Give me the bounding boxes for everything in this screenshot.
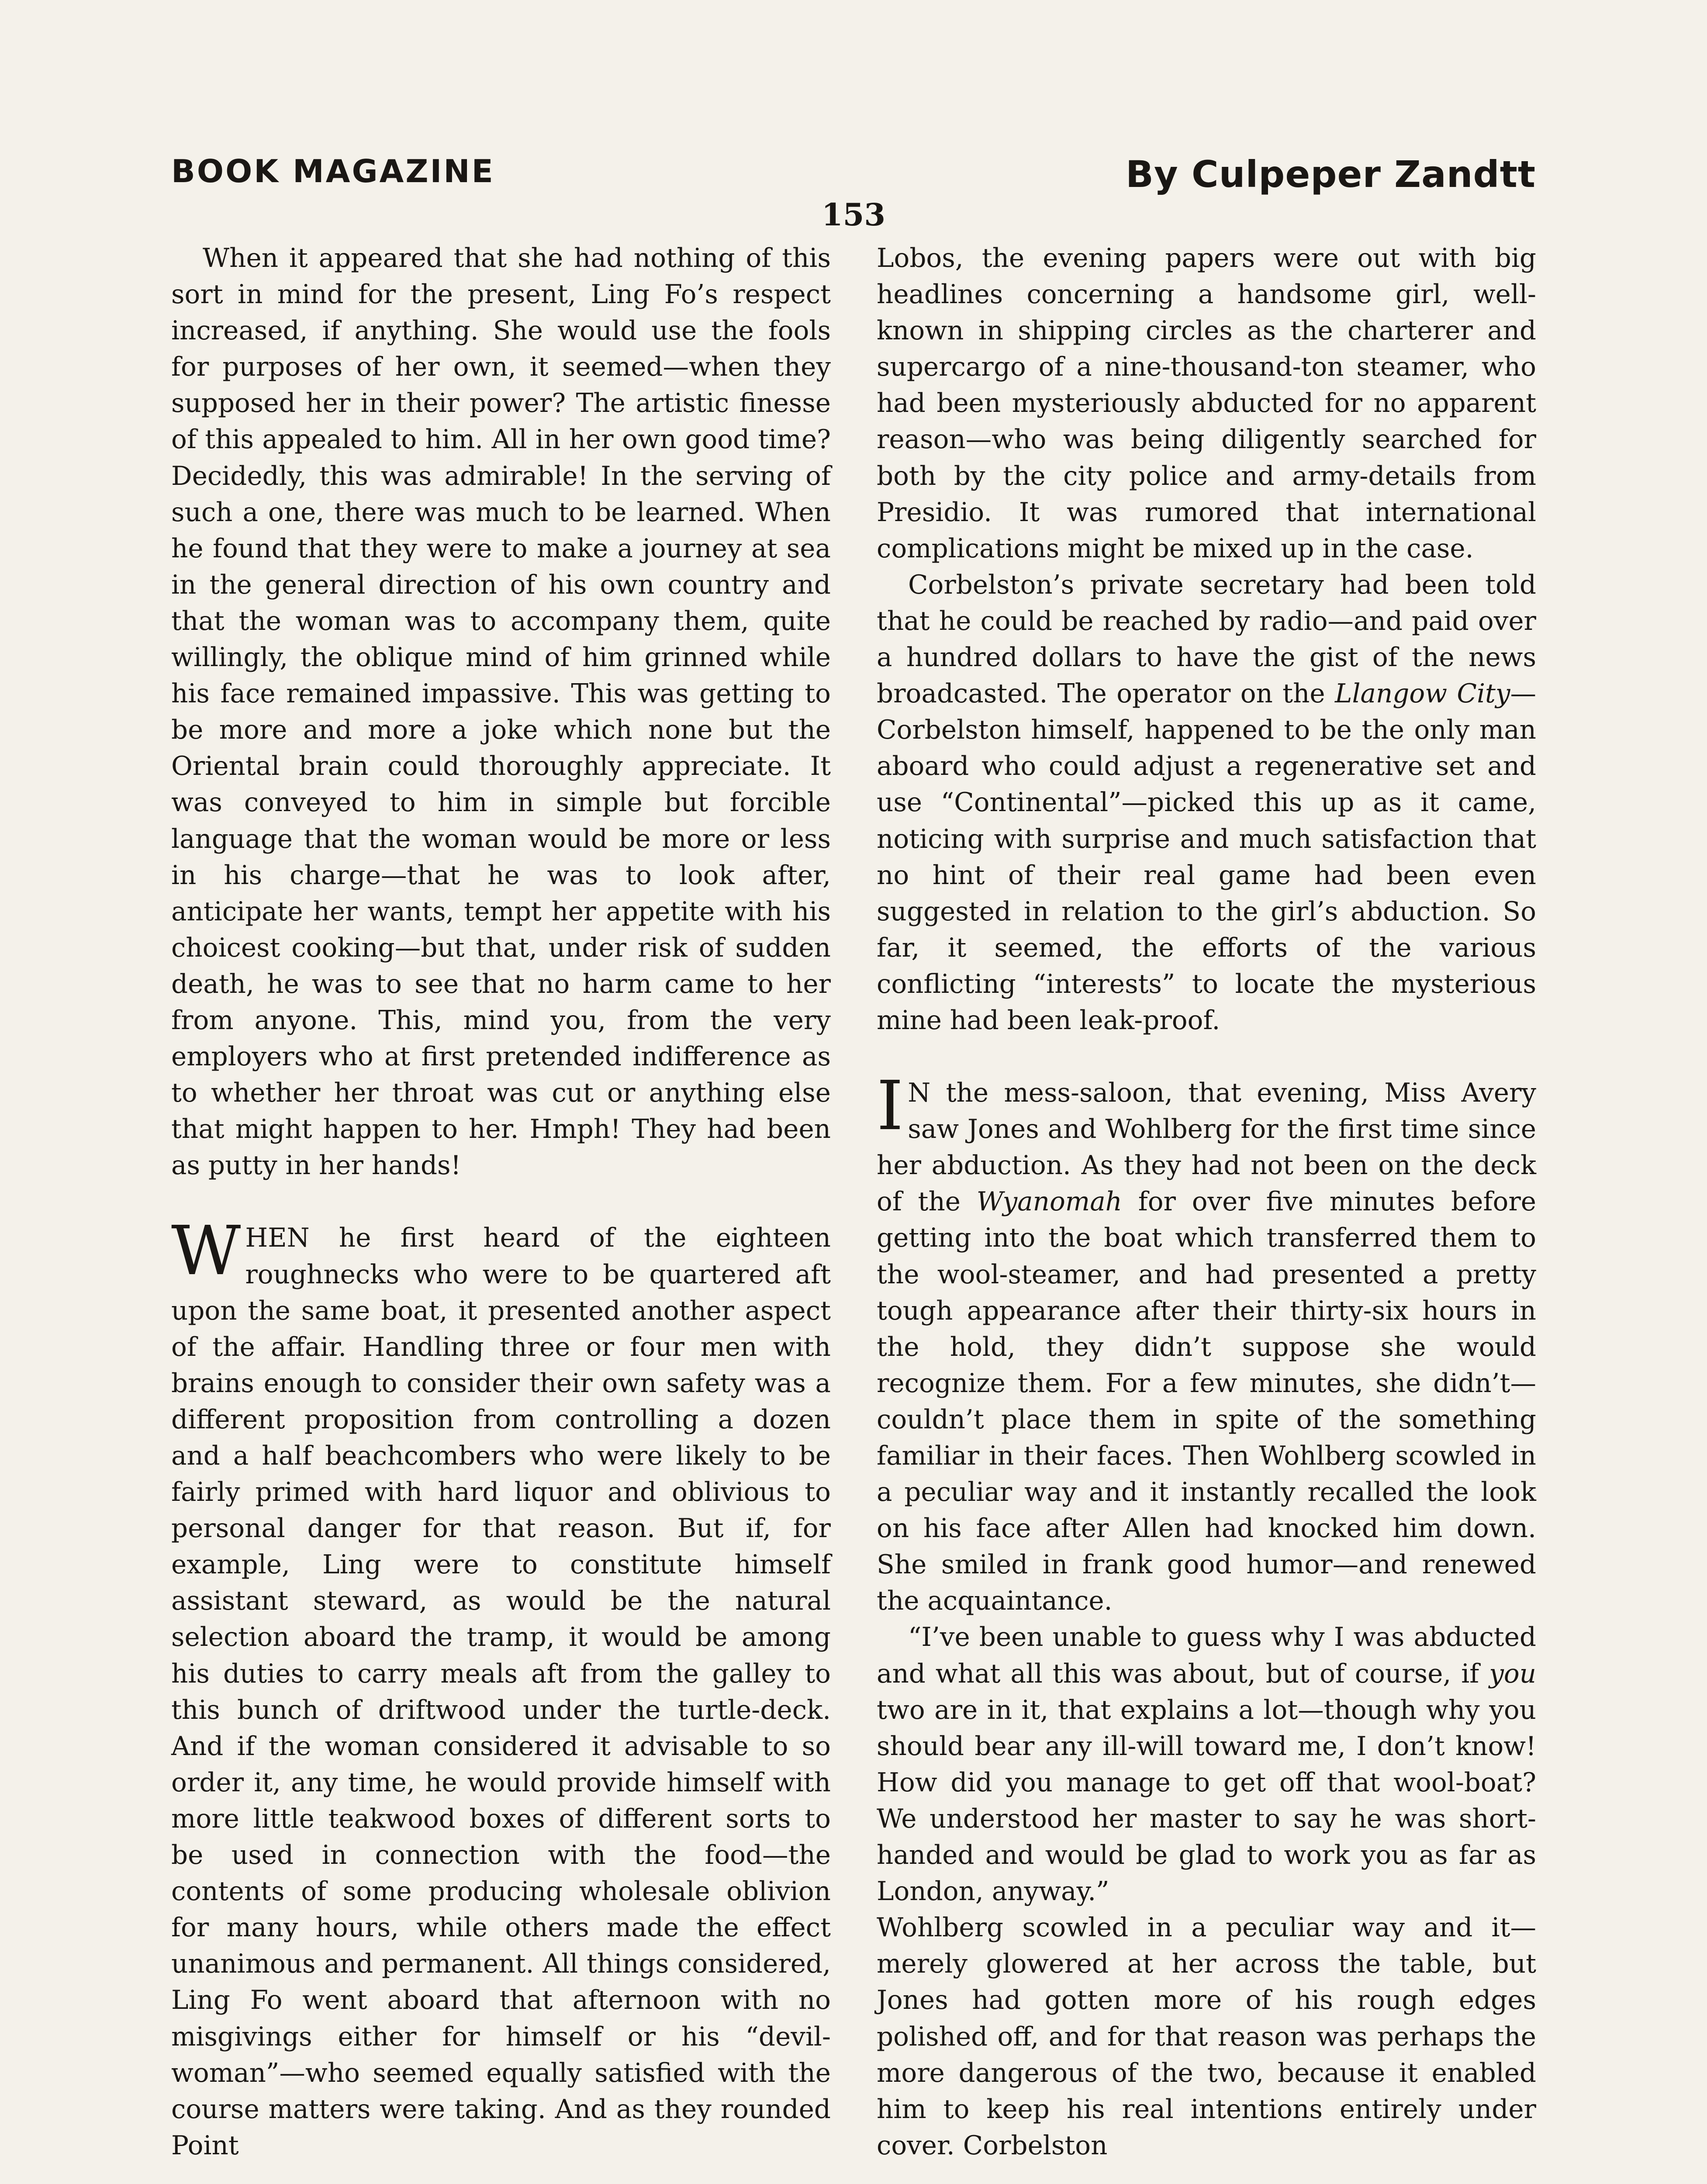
magazine-title: BOOK MAGAZINE xyxy=(171,153,495,190)
lead-word: N xyxy=(908,1078,931,1109)
paragraph: When it appeared that she had nothing of this sort in mind for the present, Ling Fo’s respect increased, if anything. She would use the fools for purposes of her own, it seemed—when they supposed her in their power? The artistic finesse of this appealed to him. All in her own good time? Decidedly, this was admirable! In the serving of such a one, there was much to be learned. When he found that they were to make a journey at sea in the general direction of his own country and that the woman was to accompany them, quite willingly, the oblique mind of him grinned while his face remained impassive. This was getting to be more and more a joke which none but the Oriental brain could thoroughly appreciate. It was conveyed to him in simple but forcible language that the woman would be more or less in his charge—that he was to look after, anticipate her wants, tempt her appetite with his choicest cooking—but that, under risk of sudden death, he was to see that no harm came to her from anyone. This, mind you, from the very employers who at first pretended indifference as to whether her throat was cut or anything else that might happen to her. Hmph! They had been as putty in her hands! xyxy=(171,243,831,1181)
paragraph-text: —Corbelston himself, happened to be the only man aboard who could adjust a regenerative set and use “Continental”—picked this up as it came, noticing with surprise and much satisfaction that no hint of their real game had been even suggested in relation to the girl’s abduction. So far, it seemed, the efforts of the various conflicting “interests” to locate the mysterious mine had been leak-proof. xyxy=(877,679,1537,1036)
ship-name: Llangow City xyxy=(1334,679,1510,709)
paragraph-text: “I’ve been unable to guess why I was abducted and what all this was about, but of course, if xyxy=(877,1622,1536,1689)
paragraph-text: Corbelston’s private secretary had been told that he could be reached by radio—and paid over a hundred dollars to have the gist of the news broadcasted. The operator on the xyxy=(877,570,1536,709)
paragraph: Wohlberg scowled in a peculiar way and it—merely glowered at her across the table, but Jones had gotten more of his rough edges polished off, and for that reason was perhaps the more dangerous of the two, because it enabled him to keep his real intentions entirely under cover. Corbelston xyxy=(877,1913,1536,2161)
paragraph-text: for over five minutes before getting into the boat which transferred them to the wool-steamer, and had presented a pretty tough appearance after their thirty-six hours in the hold, they didn’t suppose she would recognize them. For a few minutes, she didn’t—couldn’t place them in spite of the something familiar in their faces. Then Wohlberg scowled in a peculiar way and it instantly recalled the look on his face after Allen had knocked him down. She smiled in frank good humor—and renewed the acquaintance. xyxy=(877,1187,1536,1617)
emphasis: you xyxy=(1489,1659,1536,1689)
paragraph-text: the mess-saloon, that evening, Miss Avery saw Jones and Wohlberg for the first time since her abduction. As they had not been on the deck of the xyxy=(877,1078,1536,1217)
paragraph xyxy=(877,1066,1536,1619)
right-column xyxy=(877,240,1536,2164)
paragraph: Lobos, the evening papers were out with big headlines concerning a handsome girl, well-known in shipping circles as the charterer and supercargo of a nine-thousand-ton steamer, who had been mysteriously abducted for no apparent reason—who was being diligently searched for both by the city police and army-details from Presidio. It was rumored that international complications might be mixed up in the case. xyxy=(877,243,1536,564)
drop-cap: W xyxy=(171,1211,241,1291)
paragraph xyxy=(877,567,1536,1039)
author-byline: By Culpeper Zandtt xyxy=(1126,153,1536,196)
page-number: 153 xyxy=(821,197,886,233)
paragraph-text: he first heard of the eighteen roughnecks who were to be quartered aft upon the same boat, it presented another aspect of the affair. Handling three or four men with brains enough to consider their own safety was a different proposition from controlling a dozen and a half beachcombers who were likely to be fairly primed with hard liquor and oblivious to personal danger for that reason. But if, for example, Ling were to constitute himself assistant steward, as would be the natural selection aboard the tramp, it would be among his duties to carry meals aft from the galley to this bunch of driftwood under the turtle-deck. And if the woman considered it advisable to so order it, any time, he would provide himself with more little teakwood boxes of different sorts to be used in connection with the food—the contents of some producing wholesale oblivion for many hours, while others made the effect unanimous and permanent. All things considered, Ling Fo went aboard that afternoon with no misgivings either for himself or his “devil-woman”—who seemed equally satisfied with the course matters were taking. And as they rounded Point xyxy=(171,1223,831,2161)
drop-cap: I xyxy=(877,1066,904,1146)
paragraph xyxy=(877,1619,1536,1910)
ship-name: Wyanomah xyxy=(976,1187,1122,1217)
left-column xyxy=(171,240,831,2164)
paragraph xyxy=(171,1211,831,2163)
paragraph-text: two are in it, that explains a lot—though why you should bear any ill-will toward me, I don’t know! How did you manage to get off that wool-boat? We understood her master to say he was short-handed and would be glad to work you as far as London, anyway.” xyxy=(877,1695,1536,1907)
lead-word: HEN xyxy=(245,1223,310,1254)
